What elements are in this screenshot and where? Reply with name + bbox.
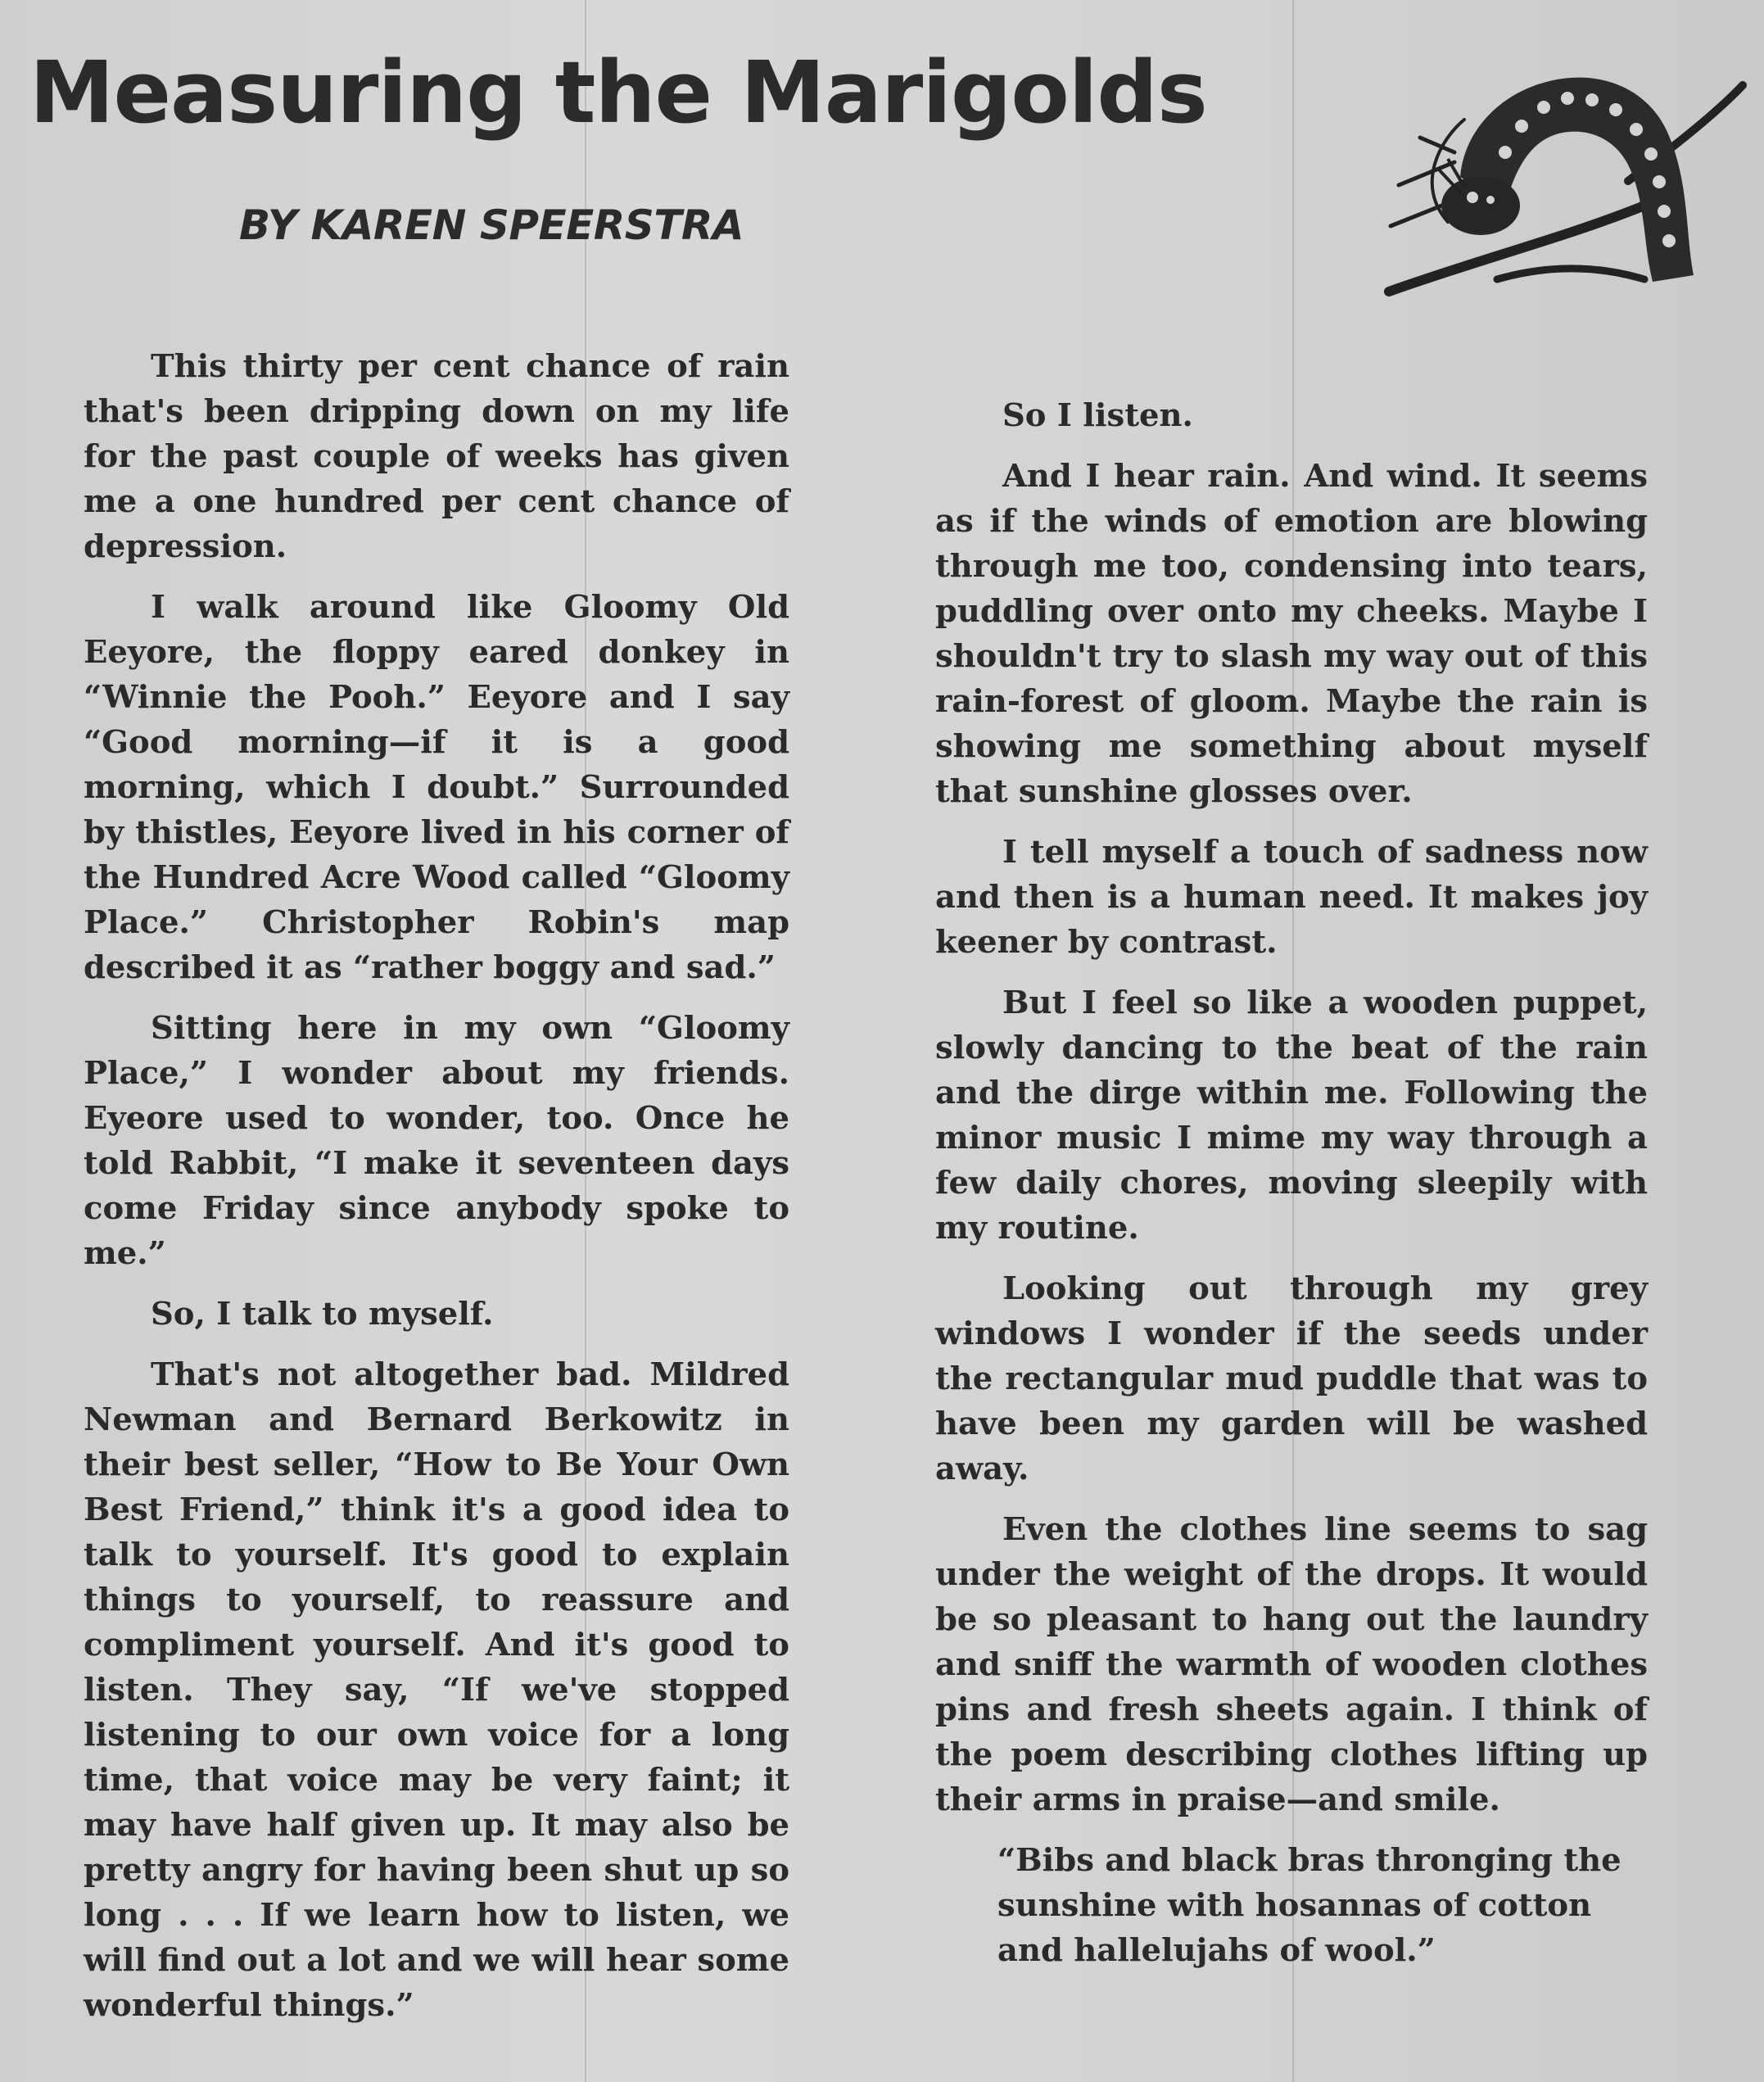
paragraph: And I hear rain. And wind. It seems as if the winds of emotion are blowing through me too, condensing into tears, puddling over onto my cheeks. Maybe I shouldn't try to slash my way out of this rain-forest of gloom. Maybe the rain is showing me something about myself that sunshine glosses over. (935, 458, 1648, 810)
paragraph: I tell myself a touch of sadness now and then is a human need. It makes joy keener by contrast. (935, 834, 1648, 961)
paragraph: So, I talk to myself. (151, 1296, 494, 1333)
paragraph: Looking out through my grey windows I wonder if the seeds under the rectangular mud puddle that was to have been my garden will be washed away. (935, 1270, 1648, 1487)
paragraph: Even the clothes line seems to sag under the weight of the drops. It would be so pleasant to hang out the laundry and sniff the warmth of wooden clothes pins and fresh sheets again. I think of the poem describing clothes lifting up their arms in praise—and smile. (935, 1511, 1648, 1818)
right-column (935, 393, 1648, 1989)
caterpillar-on-branch-icon (1382, 62, 1756, 308)
paragraph: Sitting here in my own “Gloomy Place,” I wonder about my friends. Eyeore used to wonder, too. Once he told Rabbit, “I make it seventeen days come Friday since anybody spoke to me.” (84, 1010, 789, 1272)
paragraph: So I listen. (1002, 397, 1193, 434)
paragraph: This thirty per cent chance of rain that's been dripping down on my life for the past couple of weeks has given me a one hundred per cent chance of depression. (84, 348, 789, 565)
left-column (84, 344, 789, 2044)
byline: BY KAREN SPEERSTRA (239, 201, 744, 249)
article-title: Measuring the Marigolds (29, 43, 1207, 143)
paragraph: I walk around like Gloomy Old Eeyore, the floppy eared donkey in “Winnie the Pooh.” Eeyore and I say “Good morning—if it is a good morning, which I doubt.” Surrounded by thistles, Eeyore lived in his corner of the Hundred Acre Wood called “Gloomy Place.” Christopher Robin's map described it as “rather boggy and sad.” (84, 589, 789, 986)
paragraph: That's not altogether bad. Mildred Newman and Bernard Berkowitz in their best seller, “How to Be Your Own Best Friend,” think it's a good idea to talk to yourself. It's good to explain things to yourself, to reassure and compliment yourself. And it's good to listen. They say, “If we've stopped listening to our own voice for a long time, that voice may be very faint; it may have half given up. It may also be pretty angry for having been shut up so long . . . If we learn how to listen, we will find out a lot and we will hear some wonderful things.” (84, 1356, 789, 2024)
poem-quote: “Bibs and black bras thronging the sunshine with hosannas of cotton and hallelujahs of wool.” (997, 1842, 1622, 1969)
paragraph: But I feel so like a wooden puppet, slowly dancing to the beat of the rain and the dirge within me. Following the minor music I mime my way through a few daily chores, moving sleepily with my routine. (935, 984, 1648, 1247)
